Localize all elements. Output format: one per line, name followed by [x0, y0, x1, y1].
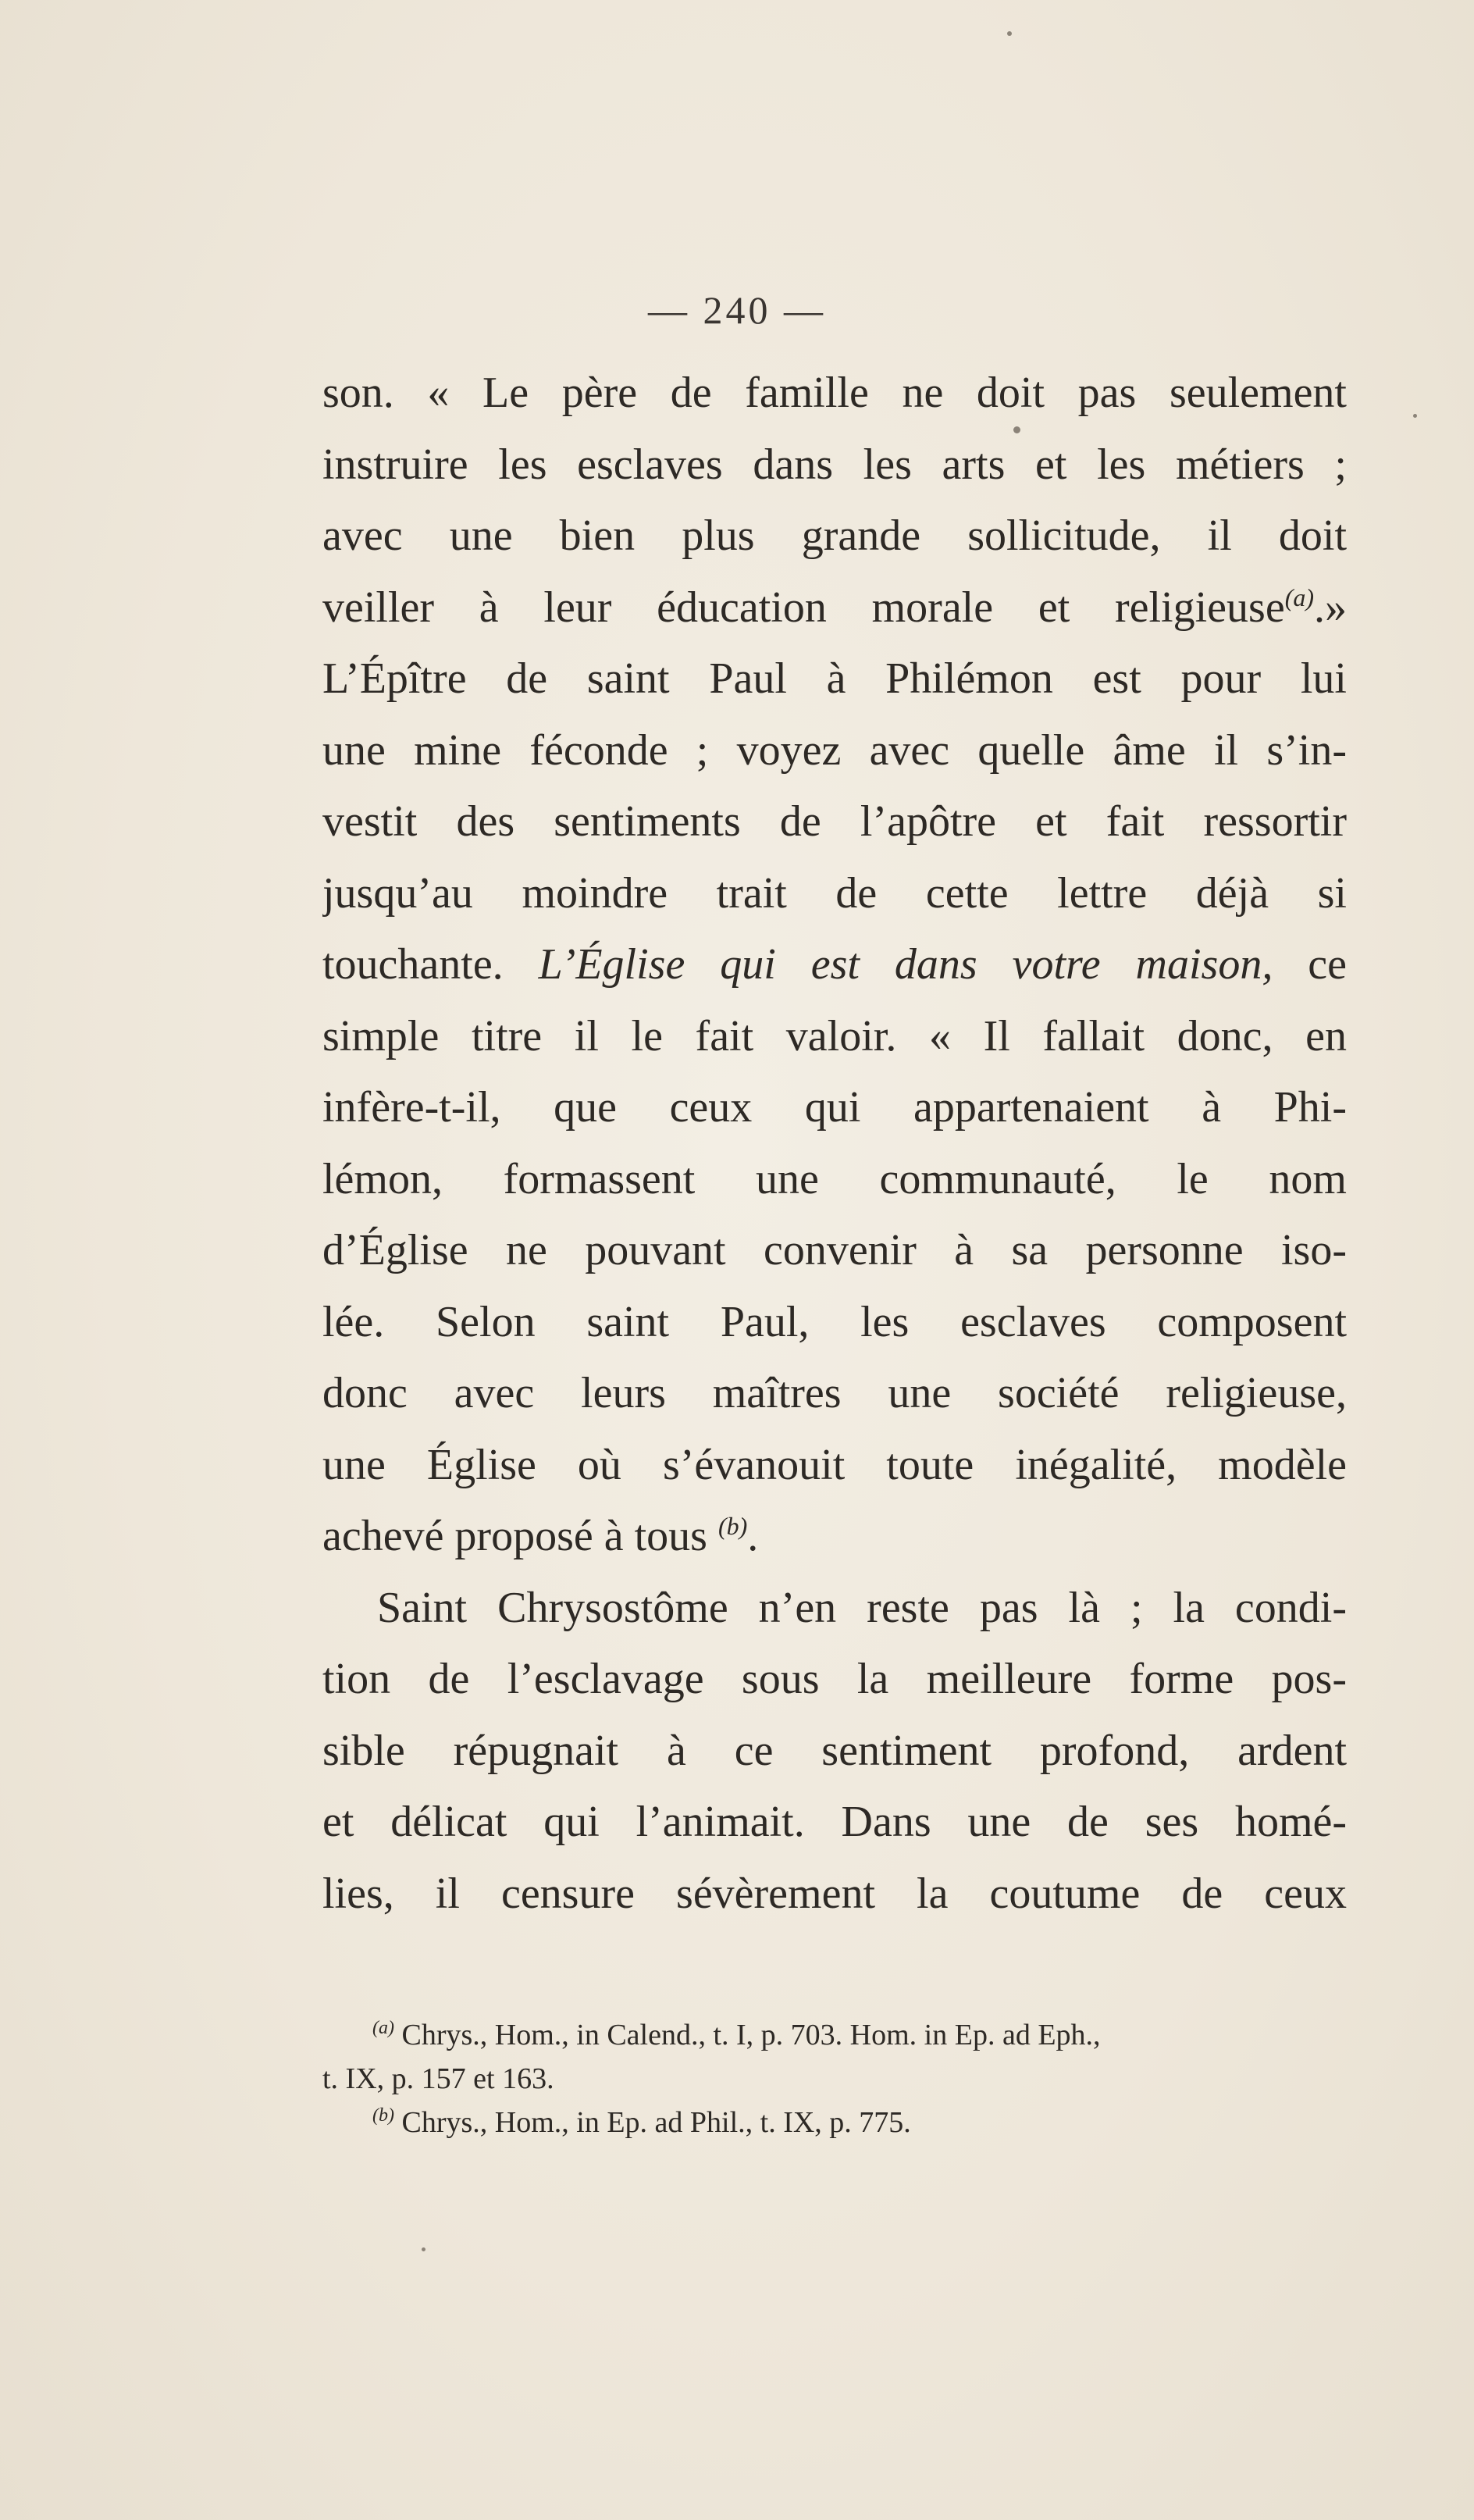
text-line: une mine féconde ; voyez avec quelle âme il s’in-	[322, 725, 1347, 775]
text-line: une Église où s’évanouit toute inégalité, modèle	[322, 1440, 1347, 1489]
text-line: donc avec leurs maîtres une société religieuse,	[322, 1369, 1347, 1417]
footnote-ref-a: (a)	[1284, 583, 1314, 611]
text-line: lies, il censure sévèrement la coutume de ceux	[322, 1869, 1347, 1918]
text-line: infère-t-il, que ceux qui appartenaient à Phi-	[322, 1083, 1347, 1132]
paper-speck	[1413, 414, 1417, 418]
text-line-tail: ce	[1308, 940, 1347, 989]
body-text	[322, 358, 1347, 1930]
text-line-main: achevé proposé à tous	[322, 1512, 707, 1560]
footnote-marker-a: (a)	[372, 2018, 394, 2038]
footnote-ref-b: (b)	[717, 1512, 748, 1540]
footnote-a	[322, 2013, 1347, 2057]
text-line-main: veiller à leur éducation morale et religieuse	[322, 583, 1285, 632]
text-line: tion de l’esclavage sous la meilleure forme pos-	[322, 1655, 1347, 1703]
footnote-b-text: Chrys., Hom., in Ep. ad Phil., t. IX, p. 775.	[401, 2106, 911, 2139]
text-line: simple titre il le fait valoir. « Il fallait donc, en	[322, 1011, 1347, 1060]
footnote-a-continued: t. IX, p. 157 et 163.	[322, 2062, 554, 2095]
text-line: Saint Chrysostôme n’en reste pas là ; la condi-	[377, 1583, 1347, 1632]
text-line: lémon, formassent une communauté, le nom	[322, 1154, 1347, 1203]
text-line-tail: .»	[1314, 583, 1347, 632]
text-line: son. « Le père de famille ne doit pas seulement	[322, 369, 1347, 417]
footnote-marker-b: (b)	[372, 2105, 394, 2126]
text-line: L’Épître de saint Paul à Philémon est pour lui	[322, 654, 1347, 703]
text-line: instruire les esclaves dans les arts et les métiers ;	[322, 440, 1347, 489]
paper-speck	[1007, 31, 1012, 36]
text-line	[322, 1501, 1347, 1573]
italic-quote: L’Église qui est dans votre maison,	[538, 940, 1273, 989]
page-number: — 240 —	[648, 288, 826, 332]
text-line: et délicat qui l’animait. Dans une de ses homé-	[322, 1798, 1347, 1846]
text-line	[322, 572, 1347, 644]
text-line	[322, 929, 1347, 1001]
text-line: avec une bien plus grande sollicitude, il doit	[322, 511, 1347, 560]
text-line-main: touchante.	[322, 940, 504, 989]
text-line-tail: .	[747, 1512, 759, 1560]
text-line: jusqu’au moindre trait de cette lettre déjà si	[322, 868, 1347, 918]
text-line: sible répugnait à ce sentiment profond, ardent	[322, 1726, 1347, 1775]
footnotes	[322, 2013, 1347, 2144]
paper-speck	[422, 2247, 425, 2251]
text-line: vestit des sentiments de l’apôtre et fait ressortir	[322, 797, 1347, 846]
paper-speck	[1013, 426, 1020, 433]
footnote-b	[322, 2101, 1347, 2144]
footnote-a-text: Chrys., Hom., in Calend., t. I, p. 703. Hom. in Ep. ad Eph.,	[401, 2019, 1101, 2051]
text-line: lée. Selon saint Paul, les esclaves composent	[322, 1297, 1347, 1346]
text-line: d’Église ne pouvant convenir à sa personne iso-	[322, 1226, 1347, 1274]
